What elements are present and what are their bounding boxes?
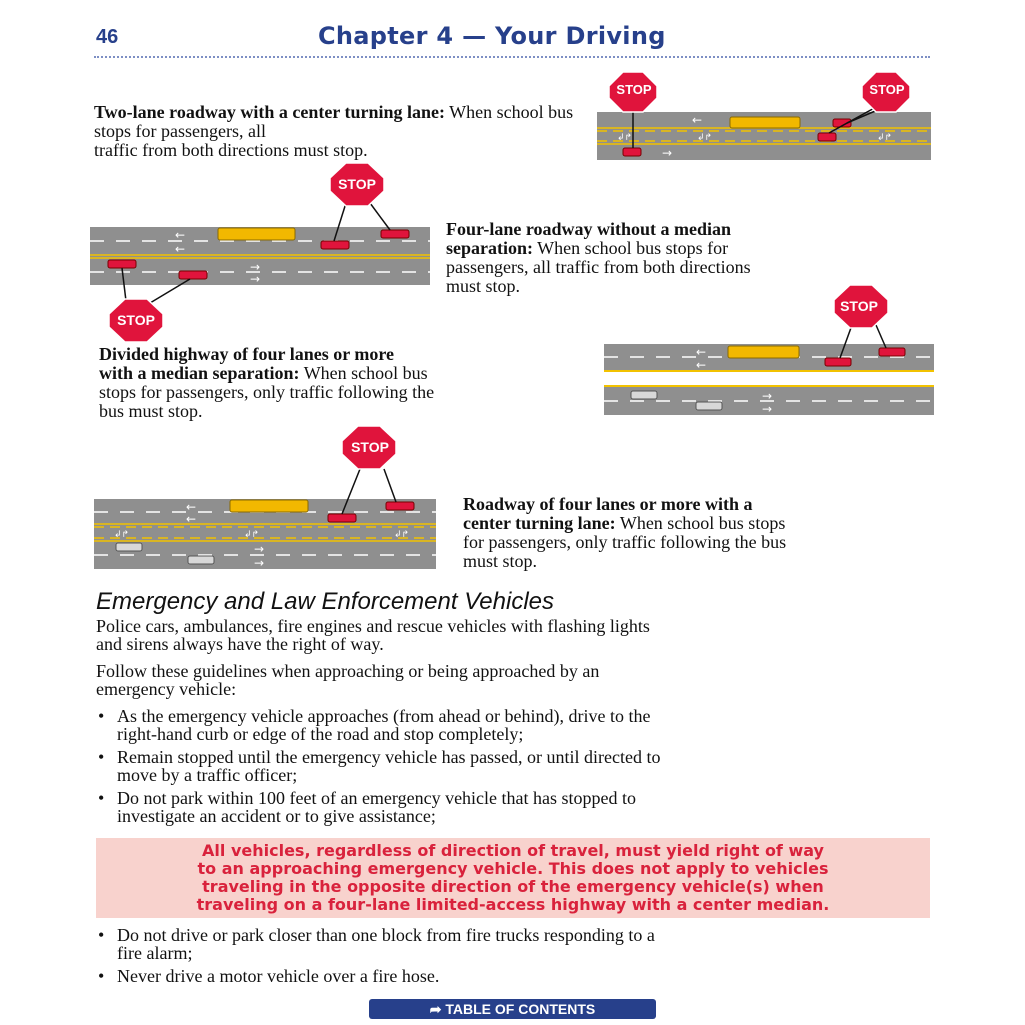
list-item: • Remain stopped until the emergency vehicle has passed, or until directed to move by a traffic officer;	[96, 748, 926, 784]
list-item: • Do not drive or park closer than one block from fire trucks responding to a fire alarm;	[96, 926, 926, 962]
svg-text:↲↱: ↲↱	[244, 530, 260, 540]
stop-sign-label: STOP	[338, 176, 376, 192]
school-bus-1	[730, 117, 800, 128]
guideline-list	[96, 707, 926, 830]
diagram-2-caption: Four-lane roadway without a median separation: When school bus stops for passengers, all traffic from both directions must stop.	[446, 219, 751, 296]
paragraph-2: Follow these guidelines when approaching or being approached by an emergency vehicle:	[96, 661, 600, 699]
school-bus-2	[218, 228, 295, 240]
stop-sign-label: STOP	[117, 312, 155, 328]
school-bus-4	[230, 500, 308, 512]
diagram-4-title: Roadway of four lanes or more with a	[463, 494, 753, 514]
diagram-1-title: Two-lane roadway with a center turning lane:	[94, 102, 445, 122]
svg-text:←: ←	[696, 345, 707, 359]
list-item: • Never drive a motor vehicle over a fire hose.	[96, 967, 926, 985]
diagram-3-title: Divided highway of four lanes or more	[99, 344, 395, 364]
section-heading: Emergency and Law Enforcement Vehicles	[96, 588, 555, 615]
chapter-title: Chapter 4 — Your Driving	[318, 22, 666, 50]
guideline-list-2	[96, 926, 926, 990]
list-item: • Do not park within 100 feet of an emergency vehicle that has stopped to investigate an accident or to give assistance;	[96, 789, 926, 825]
svg-text:←: ←	[696, 358, 707, 372]
stop-sign-label: STOP	[616, 82, 652, 97]
stop-sign-label: STOP	[840, 298, 878, 314]
school-bus-3	[728, 346, 799, 358]
svg-text:←: ←	[692, 113, 703, 127]
svg-text:→: →	[762, 389, 773, 403]
svg-text:←: ←	[186, 500, 197, 514]
svg-text:←: ←	[175, 242, 186, 256]
diagram-1-caption: Two-lane roadway with a center turning lane: When school bus stops for passengers, all traffic from both directions must stop.	[94, 102, 574, 160]
svg-text:→: →	[762, 402, 773, 416]
svg-text:↲↱: ↲↱	[394, 530, 410, 540]
svg-text:→: →	[254, 556, 265, 570]
svg-text:→: →	[662, 146, 673, 160]
header-divider	[94, 56, 930, 58]
table-of-contents-button[interactable]: ➦ TABLE OF CONTENTS	[369, 999, 656, 1019]
stop-sign-label: STOP	[869, 82, 905, 97]
svg-text:→: →	[250, 260, 261, 274]
svg-text:←: ←	[175, 228, 186, 242]
page-number: 46	[96, 26, 119, 48]
share-arrow-icon: ➦	[429, 1001, 446, 1017]
diagram-4-caption: Roadway of four lanes or more with a center turning lane: When school bus stops for passengers, only traffic following the bus must stop.	[463, 494, 787, 571]
svg-text:↲↱: ↲↱	[617, 133, 633, 143]
svg-text:↲↱: ↲↱	[114, 530, 130, 540]
svg-text:↲↱: ↲↱	[697, 133, 713, 143]
yield-alert-box: All vehicles, regardless of direction of travel, must yield right of way to an approaching emergency vehicle. This does not apply to vehicles traveling in the opposite direction of the emergency vehicle(s) when traveling on a four-lane limited-access highway with a center median.	[96, 838, 930, 918]
svg-text:↲↱: ↲↱	[877, 133, 893, 143]
diagram-2-title: Four-lane roadway without a median	[446, 219, 732, 239]
paragraph-1: Police cars, ambulances, fire engines and rescue vehicles with flashing lights and sirens always have the right of way.	[96, 616, 650, 654]
svg-text:→: →	[250, 272, 261, 286]
stop-sign-label: STOP	[351, 439, 389, 455]
svg-text:→: →	[254, 542, 265, 556]
diagram-3-caption: Divided highway of four lanes or more with a median separation: When school bus stops for passengers, only traffic following the bus must stop.	[99, 344, 435, 421]
list-item: • As the emergency vehicle approaches (from ahead or behind), drive to the right-hand curb or edge of the road and stop completely;	[96, 707, 926, 743]
svg-text:←: ←	[186, 512, 197, 526]
